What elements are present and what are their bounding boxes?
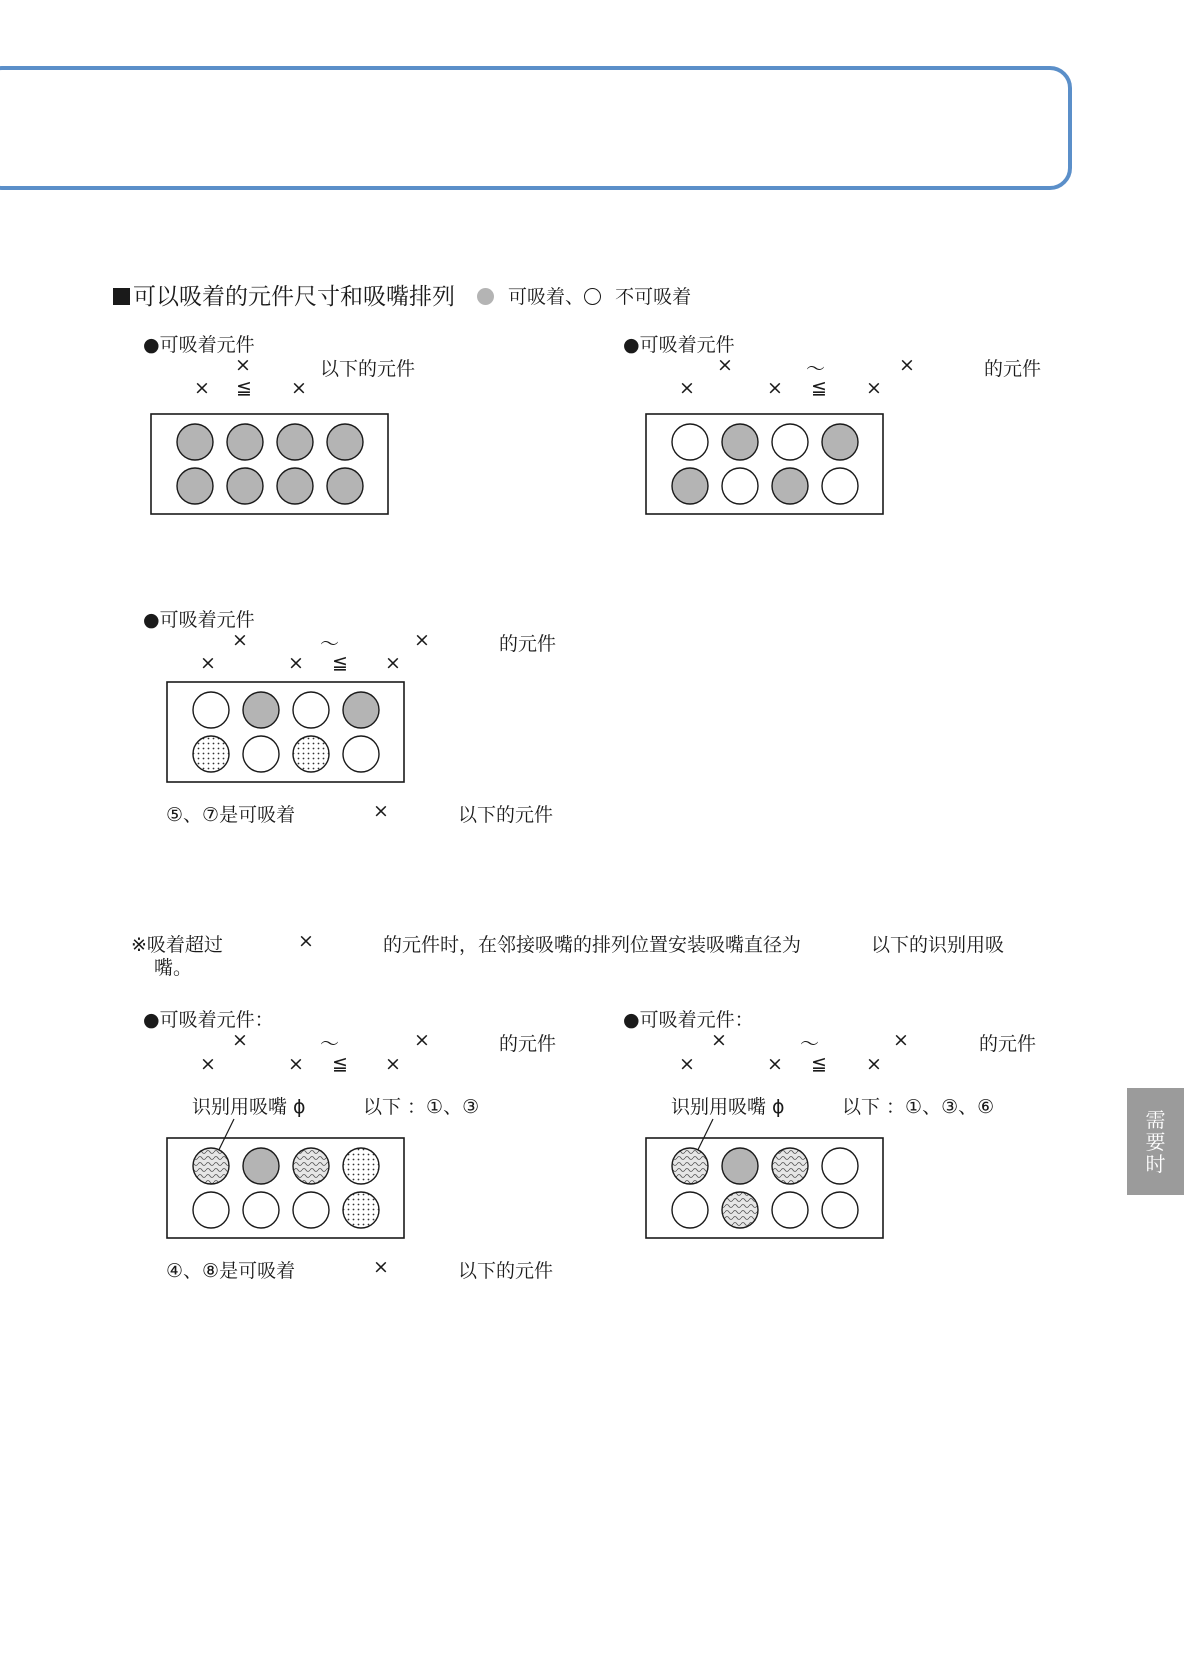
- note-line1-b: 的元件时，在邻接吸嘴的排列位置安装吸嘴直径为: [383, 934, 802, 956]
- nozzle-7-open: [772, 1192, 808, 1228]
- block-5-nozzle-label: 识别用吸嘴 ϕ: [671, 1096, 785, 1118]
- tilde-sign: ～: [320, 1033, 340, 1055]
- nozzle-8-dotted: [343, 1192, 379, 1228]
- times-sign: ×: [200, 1053, 216, 1075]
- times-sign: ×: [899, 354, 915, 376]
- block-1-line1-text: 以下的元件: [320, 358, 416, 380]
- block-5-line1-text: 的元件: [979, 1033, 1037, 1055]
- times-sign: ×: [373, 1256, 389, 1278]
- nozzle-3-gray: [277, 424, 313, 460]
- nozzle-4-gray: [343, 692, 379, 728]
- times-sign: ×: [200, 652, 216, 674]
- times-sign: ×: [679, 1053, 695, 1075]
- nozzle-diagram-5: [645, 1137, 885, 1239]
- times-sign: ×: [373, 800, 389, 822]
- tilde-sign: ～: [320, 633, 340, 655]
- nozzle-5-open: [672, 1192, 708, 1228]
- times-sign: ×: [866, 377, 882, 399]
- block-4-caption-suffix: 以下的元件: [458, 1260, 554, 1282]
- nozzle-6-open: [722, 468, 758, 504]
- times-sign: ×: [385, 652, 401, 674]
- nozzle-2-gray: [227, 424, 263, 460]
- block-3-caption-prefix: ⑤、⑦是可吸着: [166, 804, 296, 826]
- nozzle-1-open: [193, 692, 229, 728]
- legend-can-pick: 可吸着、: [508, 286, 585, 308]
- nozzle-1-gray: [177, 424, 213, 460]
- block-2-label: ●可吸着元件: [623, 334, 735, 356]
- times-sign: ×: [866, 1053, 882, 1075]
- nozzle-diagram-2: [645, 413, 885, 515]
- nozzle-8-open: [343, 736, 379, 772]
- nozzle-1-recognition: [672, 1148, 708, 1184]
- times-sign: ×: [893, 1029, 909, 1051]
- tilde-sign: ～: [800, 1033, 820, 1055]
- nozzle-5-open: [193, 1192, 229, 1228]
- nozzle-4-open: [822, 1148, 858, 1184]
- nozzle-diagram-1: [150, 413, 390, 515]
- nozzle-1-open: [672, 424, 708, 460]
- leq-sign: ≦: [332, 652, 348, 674]
- times-sign: ×: [291, 377, 307, 399]
- block-4-caption-prefix: ④、⑧是可吸着: [166, 1260, 296, 1282]
- nozzle-1-recognition: [193, 1148, 229, 1184]
- leq-sign: ≦: [811, 1053, 827, 1075]
- block-5-nozzle-suffix: 以下 ：①、③、⑥: [842, 1096, 995, 1118]
- nozzle-diagram-4: [166, 1137, 406, 1239]
- nozzle-8-gray: [327, 468, 363, 504]
- times-sign: ×: [767, 377, 783, 399]
- times-sign: ×: [767, 1053, 783, 1075]
- note-line1-a: ※吸着超过: [131, 934, 223, 956]
- nozzle-3-recognition: [293, 1148, 329, 1184]
- nozzle-7-open: [293, 1192, 329, 1228]
- leq-sign: ≦: [811, 377, 827, 399]
- times-sign: ×: [414, 629, 430, 651]
- block-4-nozzle-suffix: 以下 ：①、③: [363, 1096, 480, 1118]
- block-3-caption-suffix: 以下的元件: [458, 804, 554, 826]
- side-tab[interactable]: [1127, 1088, 1184, 1195]
- times-sign: ×: [679, 377, 695, 399]
- nozzle-3-recognition: [772, 1148, 808, 1184]
- nozzle-7-gray: [772, 468, 808, 504]
- times-sign: ×: [717, 354, 733, 376]
- times-sign: ×: [288, 1053, 304, 1075]
- note-line2: 嘴。: [154, 957, 193, 979]
- nozzle-4-gray: [822, 424, 858, 460]
- block-4-line1-text: 的元件: [499, 1033, 557, 1055]
- section-title: 可以吸着的元件尺寸和吸嘴排列: [113, 278, 455, 311]
- nozzle-diagram-3: [166, 681, 406, 783]
- block-2-line1-text: 的元件: [984, 358, 1042, 380]
- block-3-line1-text: 的元件: [499, 633, 557, 655]
- legend: [477, 282, 691, 309]
- block-4-nozzle-label: 识别用吸嘴 ϕ: [192, 1096, 306, 1118]
- times-sign: ×: [711, 1029, 727, 1051]
- nozzle-5-gray: [177, 468, 213, 504]
- times-sign: ×: [298, 930, 314, 952]
- square-bullet-icon: [113, 288, 130, 305]
- nozzle-2-gray: [722, 424, 758, 460]
- nozzle-7-gray: [277, 468, 313, 504]
- block-4-label: ●可吸着元件：: [143, 1009, 274, 1031]
- nozzle-5-gray: [672, 468, 708, 504]
- times-sign: ×: [288, 652, 304, 674]
- times-sign: ×: [232, 1029, 248, 1051]
- nozzle-6-open: [243, 736, 279, 772]
- open-circle-icon: [584, 288, 601, 305]
- nozzle-5-dotted: [193, 736, 229, 772]
- nozzle-6-open: [243, 1192, 279, 1228]
- header-frame: [0, 66, 1072, 190]
- nozzle-3-open: [293, 692, 329, 728]
- block-3-label: ●可吸着元件: [143, 609, 255, 631]
- nozzle-2-gray: [243, 692, 279, 728]
- nozzle-4-dotted: [343, 1148, 379, 1184]
- nozzle-8-open: [822, 468, 858, 504]
- times-sign: ×: [414, 1029, 430, 1051]
- times-sign: ×: [194, 377, 210, 399]
- times-sign: ×: [385, 1053, 401, 1075]
- leq-sign: ≦: [332, 1053, 348, 1075]
- leq-sign: ≦: [236, 377, 252, 399]
- times-sign: ×: [232, 629, 248, 651]
- nozzle-8-open: [822, 1192, 858, 1228]
- nozzle-2-gray: [722, 1148, 758, 1184]
- gray-circle-icon: [477, 288, 494, 305]
- nozzle-3-open: [772, 424, 808, 460]
- block-5-label: ●可吸着元件：: [623, 1009, 754, 1031]
- nozzle-2-gray: [243, 1148, 279, 1184]
- tilde-sign: ～: [806, 358, 826, 380]
- times-sign: ×: [235, 354, 251, 376]
- legend-cannot-pick: 不可吸着: [615, 286, 692, 308]
- nozzle-6-recognition: [722, 1192, 758, 1228]
- nozzle-4-gray: [327, 424, 363, 460]
- nozzle-7-dotted: [293, 736, 329, 772]
- note-line1-c: 以下的识别用吸: [871, 934, 1005, 956]
- block-1-label: ●可吸着元件: [143, 334, 255, 356]
- nozzle-6-gray: [227, 468, 263, 504]
- side-tab-label: 需要时: [1145, 1107, 1166, 1176]
